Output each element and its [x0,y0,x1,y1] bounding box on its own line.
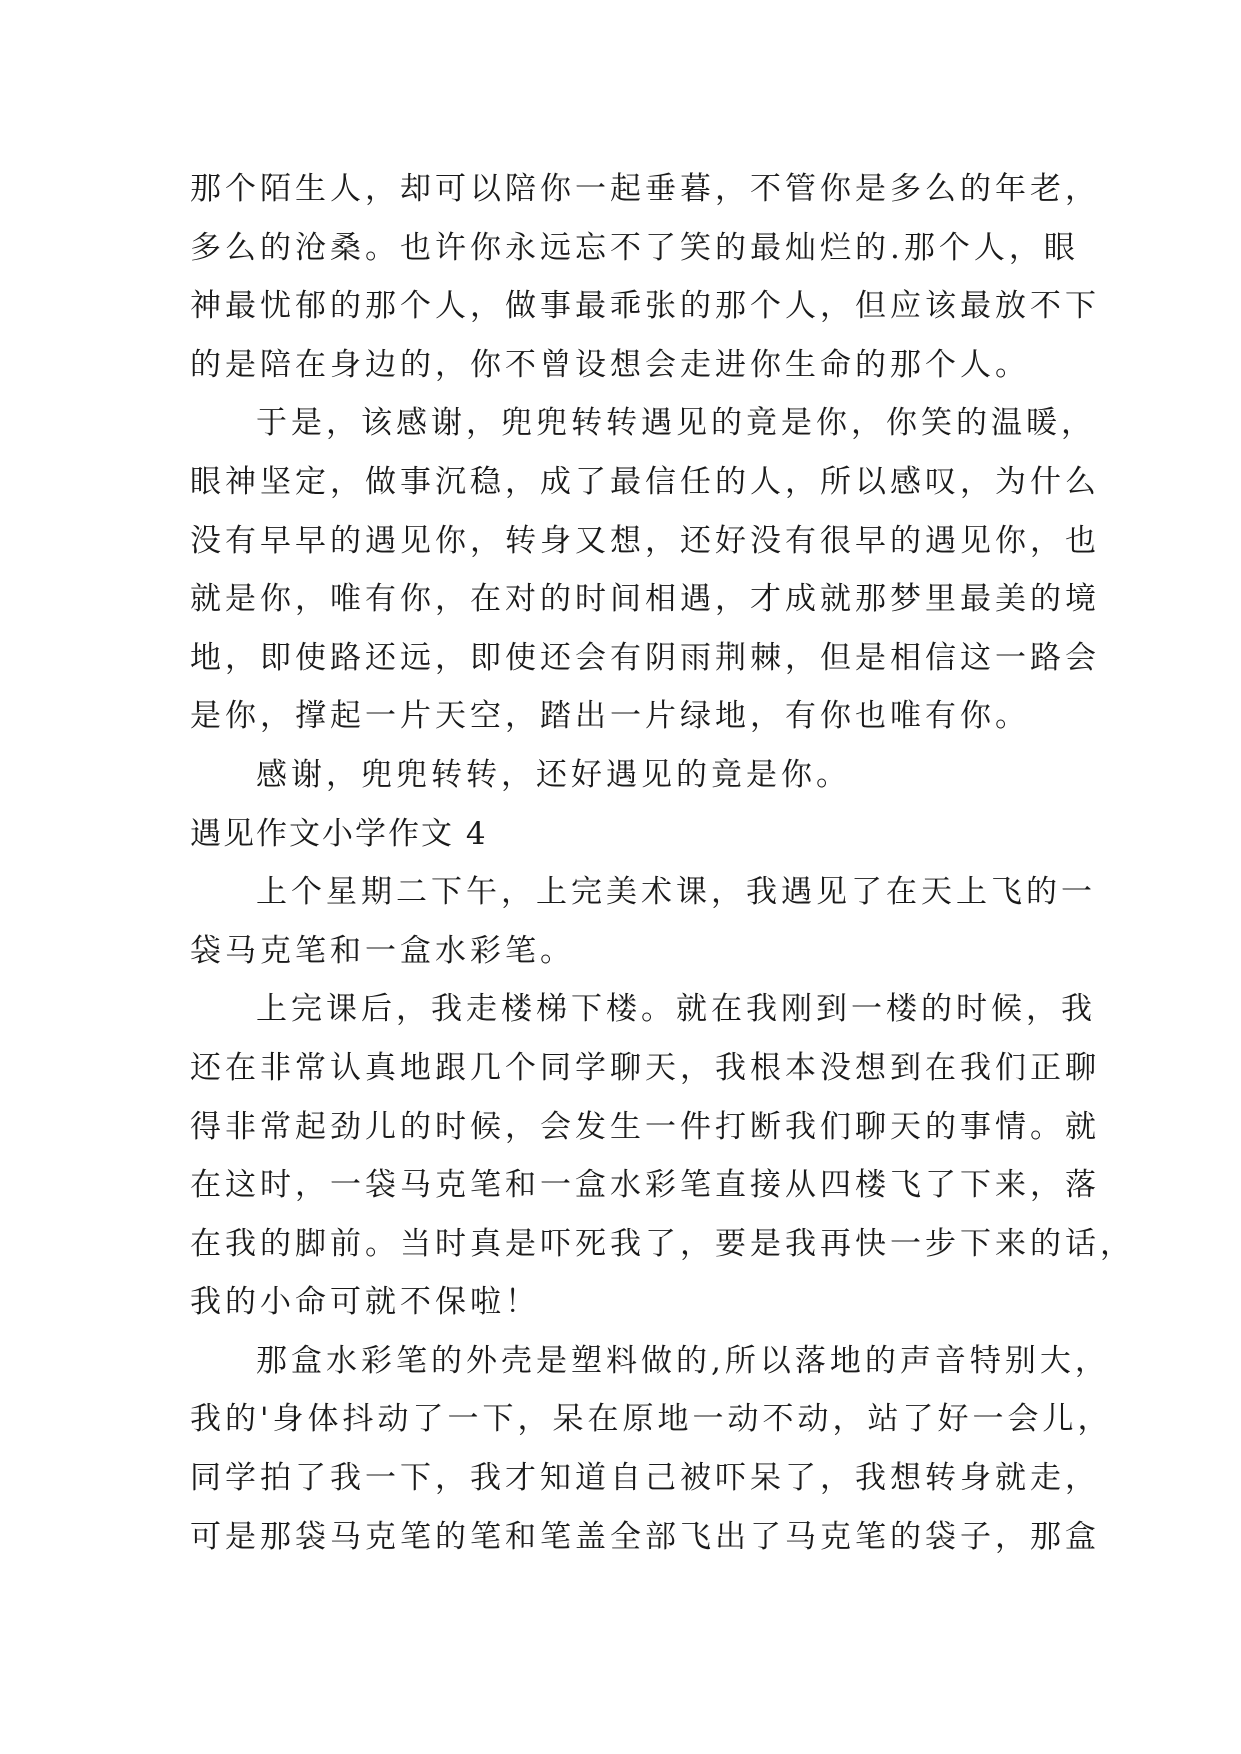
text-line: 多么的沧桑。也许你永远忘不了笑的最灿烂的.那个人，眼 [190,229,1079,266]
text-line: 眼神坚定，做事沉稳，成了最信任的人，所以感叹，为什么 [190,463,1100,500]
text-line: 于是，该感谢，兜兜转转遇见的竟是你，你笑的温暖， [256,405,1096,442]
text-line: 还在非常认真地跟几个同学聊天，我根本没想到在我们正聊 [190,1049,1100,1086]
text-line: 上个星期二下午，上完美术课，我遇见了在天上飞的一 [256,874,1096,911]
document-body [190,160,1135,1566]
text-line: 是你，撑起一片天空，踏出一片绿地，有你也唯有你。 [190,698,1030,735]
text-line: 在这时，一袋马克笔和一盒水彩笔直接从四楼飞了下来，落 [190,1167,1100,1204]
text-line: 在我的脚前。当时真是吓死我了，要是我再快一步下来的话， [190,1225,1135,1262]
text-line: 我的小命可就不保啦！ [190,1284,540,1321]
text-line: 袋马克笔和一盒水彩笔。 [190,932,575,969]
text-line: 就是你，唯有你，在对的时间相遇，才成就那梦里最美的境 [190,581,1100,618]
text-line: 那盒水彩笔的外壳是塑料做的,所以落地的声音特别大， [256,1342,1110,1379]
text-line: 没有早早的遇见你，转身又想，还好没有很早的遇见你，也 [190,522,1100,559]
text-line: 得非常起劲儿的时候，会发生一件打断我们聊天的事情。就 [190,1108,1100,1145]
text-line: 同学拍了我一下，我才知道自己被吓呆了，我想转身就走， [190,1460,1100,1497]
text-line: 感谢，兜兜转转，还好遇见的竟是你。 [256,756,851,793]
text-line: 那个陌生人，却可以陪你一起垂暮，不管你是多么的年老， [190,171,1100,207]
text-line: 可是那袋马克笔的笔和笔盖全部飞出了马克笔的袋子，那盒 [190,1518,1100,1555]
section-heading: 遇见作文小学作文 4 [190,815,488,852]
text-line: 我的'身体抖动了一下，呆在原地一动不动，站了好一会儿， [190,1401,1113,1438]
text-line: 上完课后，我走楼梯下楼。就在我刚到一楼的时候，我 [256,991,1096,1028]
text-line: 神最忧郁的那个人，做事最乖张的那个人，但应该最放不下 [190,288,1100,325]
text-line: 地，即使路还远，即使还会有阴雨荆棘，但是相信这一路会 [190,639,1100,676]
text-line: 的是陪在身边的，你不曾设想会走进你生命的那个人。 [190,346,1030,383]
